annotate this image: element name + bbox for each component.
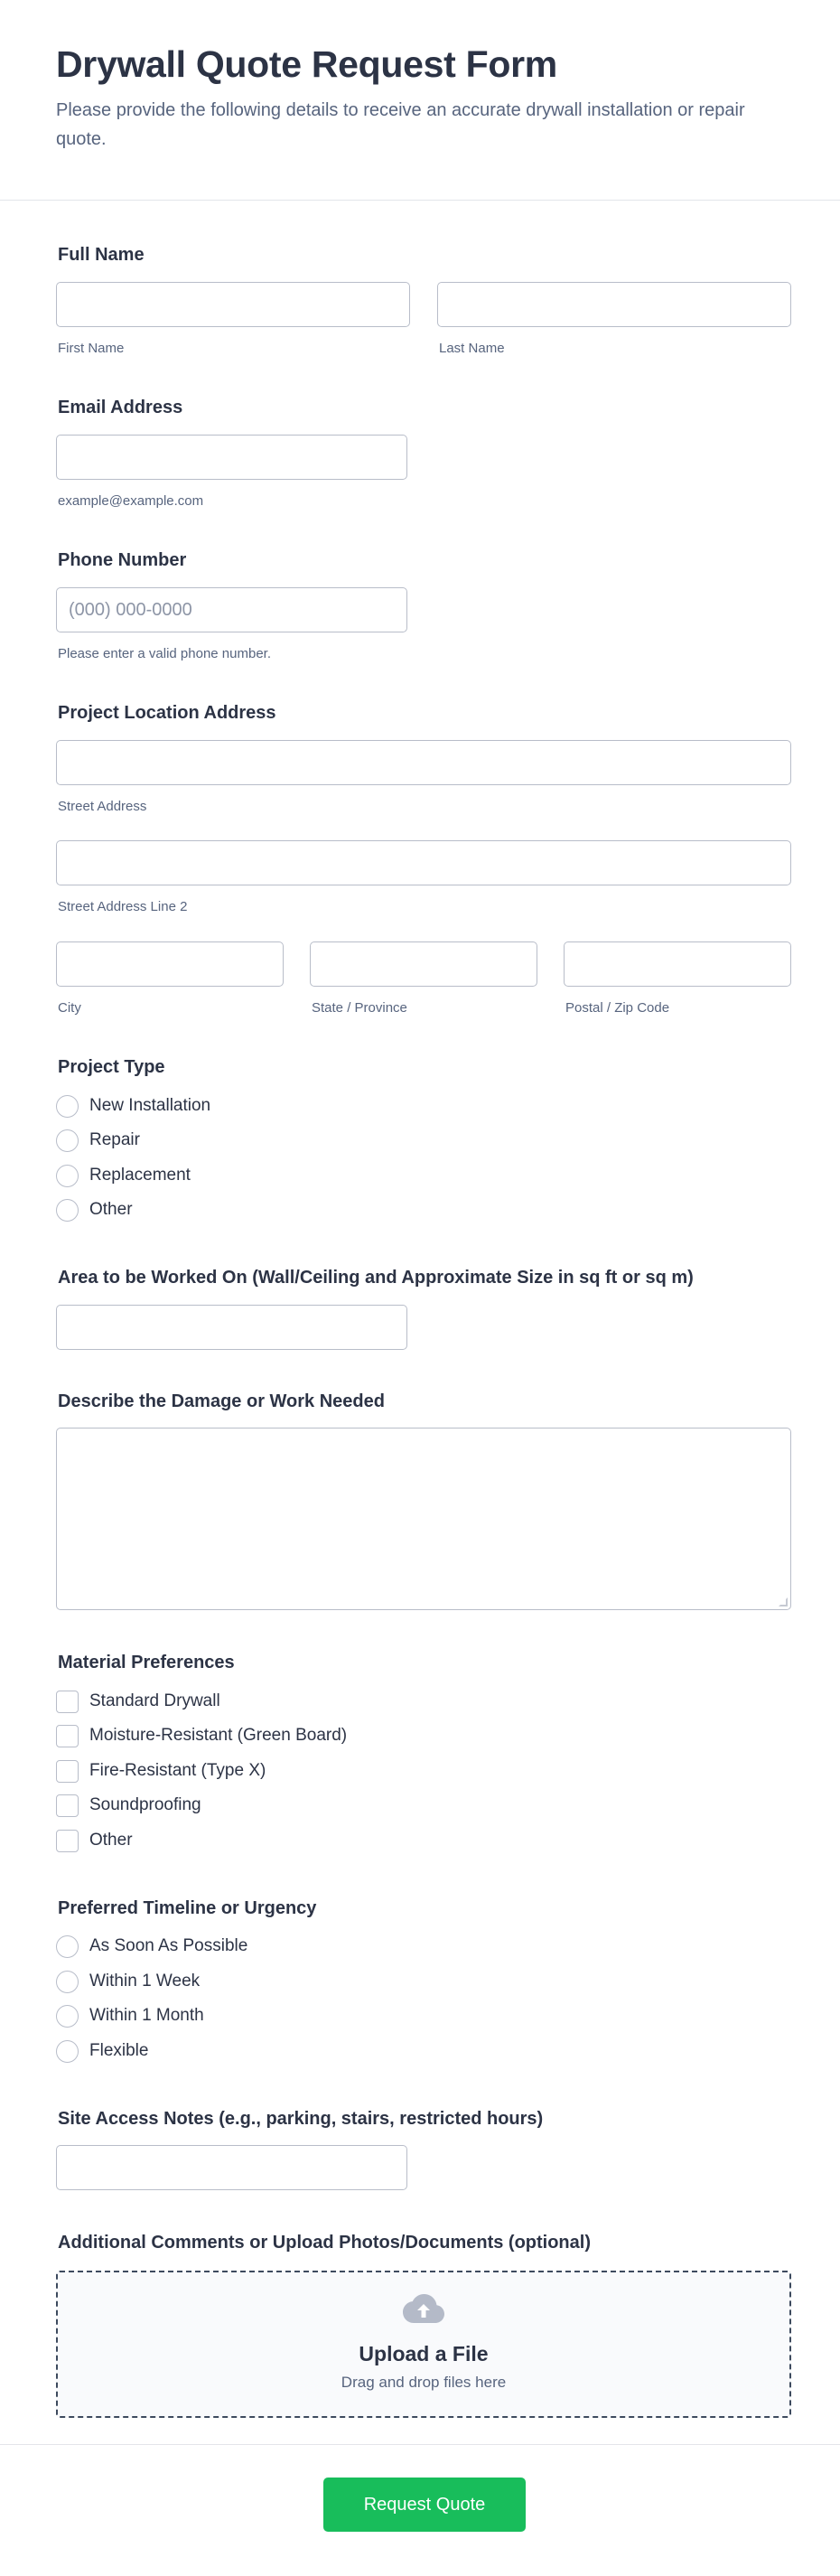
timeline-option-1-month[interactable]	[56, 2003, 204, 2028]
form-header	[0, 0, 840, 201]
street-address-sublabel: Street Address	[58, 799, 147, 814]
option-label: Repair	[89, 1130, 140, 1149]
material-option-moisture-resistant[interactable]	[56, 1723, 347, 1748]
cloud-upload-icon	[402, 2292, 445, 2325]
damage-textarea[interactable]	[56, 1428, 791, 1610]
radio-button[interactable]	[56, 1129, 79, 1152]
option-label: Within 1 Week	[89, 1972, 201, 1991]
state-sublabel: State / Province	[312, 1000, 407, 1016]
file-upload-dropzone[interactable]	[56, 2271, 791, 2418]
material-option-fire-resistant[interactable]	[56, 1758, 266, 1784]
checkbox[interactable]	[56, 1725, 79, 1747]
option-label: Flexible	[89, 2041, 149, 2060]
option-label: Soundproofing	[89, 1795, 201, 1814]
email-sublabel: example@example.com	[58, 493, 204, 509]
material-option-soundproofing[interactable]	[56, 1793, 201, 1818]
zip-sublabel: Postal / Zip Code	[565, 1000, 670, 1016]
address-label: Project Location Address	[58, 703, 276, 723]
radio-button[interactable]	[56, 2040, 79, 2063]
checkbox[interactable]	[56, 1760, 79, 1783]
project-type-label: Project Type	[58, 1057, 165, 1077]
page-title: Drywall Quote Request Form	[56, 43, 557, 85]
email-label: Email Address	[58, 398, 183, 417]
footer-divider	[0, 2444, 840, 2445]
radio-button[interactable]	[56, 1935, 79, 1958]
radio-button[interactable]	[56, 1971, 79, 1993]
first-name-input[interactable]	[56, 282, 410, 327]
project-type-option-repair[interactable]	[56, 1128, 140, 1153]
radio-button[interactable]	[56, 1199, 79, 1222]
timeline-option-1-week[interactable]	[56, 1969, 200, 1994]
upload-label: Additional Comments or Upload Photos/Documents (optional)	[58, 2233, 591, 2253]
checkbox[interactable]	[56, 1691, 79, 1713]
site-access-input[interactable]	[56, 2145, 407, 2190]
material-option-standard[interactable]	[56, 1689, 220, 1714]
project-type-option-replacement[interactable]	[56, 1163, 191, 1188]
last-name-input[interactable]	[437, 282, 791, 327]
upload-title: Upload a File	[359, 2342, 489, 2365]
site-access-label: Site Access Notes (e.g., parking, stairs, restricted hours)	[58, 2109, 544, 2129]
full-name-label: Full Name	[58, 245, 145, 265]
timeline-option-asap[interactable]	[56, 1934, 247, 1959]
timeline-label: Preferred Timeline or Urgency	[58, 1898, 317, 1918]
option-label: Moisture-Resistant (Green Board)	[89, 1726, 348, 1745]
material-option-other[interactable]	[56, 1828, 133, 1853]
radio-button[interactable]	[56, 2005, 79, 2028]
street-address-input[interactable]	[56, 740, 791, 785]
phone-input[interactable]	[56, 587, 407, 632]
materials-label: Material Preferences	[58, 1653, 235, 1672]
phone-label: Phone Number	[58, 550, 187, 570]
option-label: Standard Drywall	[89, 1691, 220, 1710]
option-label: Within 1 Month	[89, 2006, 204, 2025]
first-name-sublabel: First Name	[58, 341, 125, 356]
option-label: Other	[89, 1200, 133, 1219]
street-address-2-input[interactable]	[56, 840, 791, 885]
street-address-2-sublabel: Street Address Line 2	[58, 899, 188, 914]
option-label: Fire-Resistant (Type X)	[89, 1761, 266, 1780]
upload-subtitle: Drag and drop files here	[341, 2374, 507, 2391]
page-subtitle: Please provide the following details to receive an accurate drywall installation or repair quote.	[56, 100, 745, 149]
city-input[interactable]	[56, 941, 284, 987]
option-label: New Installation	[89, 1096, 211, 1115]
project-type-option-new-installation[interactable]	[56, 1093, 210, 1119]
checkbox[interactable]	[56, 1830, 79, 1852]
option-label: Other	[89, 1831, 133, 1850]
checkbox[interactable]	[56, 1794, 79, 1817]
area-label: Area to be Worked On (Wall/Ceiling and Approximate Size in sq ft or sq m)	[58, 1268, 694, 1288]
area-input[interactable]	[56, 1305, 407, 1350]
damage-label: Describe the Damage or Work Needed	[58, 1391, 385, 1411]
radio-button[interactable]	[56, 1165, 79, 1187]
phone-sublabel: Please enter a valid phone number.	[58, 646, 271, 661]
radio-button[interactable]	[56, 1095, 79, 1118]
project-type-option-other[interactable]	[56, 1197, 133, 1222]
city-sublabel: City	[58, 1000, 81, 1016]
request-quote-button[interactable]: Request Quote	[323, 2478, 526, 2532]
option-label: As Soon As Possible	[89, 1936, 248, 1955]
timeline-option-flexible[interactable]	[56, 2038, 148, 2064]
option-label: Replacement	[89, 1166, 191, 1185]
email-input[interactable]	[56, 435, 407, 480]
last-name-sublabel: Last Name	[439, 341, 505, 356]
state-input[interactable]	[310, 941, 537, 987]
zip-input[interactable]	[564, 941, 791, 987]
